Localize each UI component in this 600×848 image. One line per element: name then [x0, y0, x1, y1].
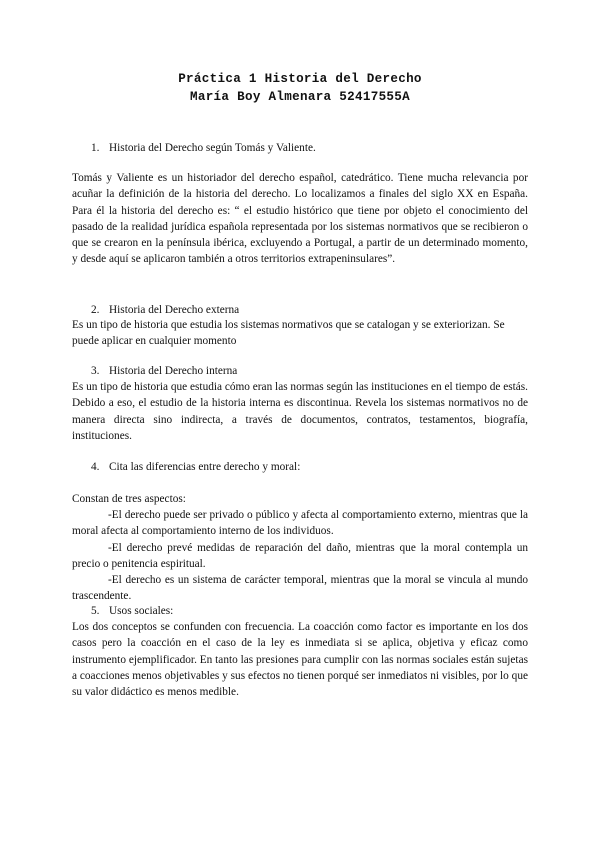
- document-title: Práctica 1 Historia del Derecho: [178, 72, 422, 86]
- section-4-item: [72, 540, 528, 573]
- section-4-item-text: -El derecho puede ser privado o público y afecta al comportamiento externo, mientras que la moral afecta al comportamiento interno de los individuos.: [72, 509, 528, 538]
- section-2-title: Historia del Derecho externa: [109, 304, 240, 316]
- section-4-intro-text: Constan de tres aspectos:: [72, 493, 186, 505]
- section-4-item: [72, 572, 528, 605]
- section-2-body: [72, 317, 528, 350]
- section-4-number: 4.: [91, 461, 100, 473]
- section-5-heading: [91, 603, 173, 619]
- section-4-item-text: -El derecho prevé medidas de reparación del daño, mientras que la moral contempla un precio o penitencia espiritual.: [72, 542, 528, 571]
- section-3-paragraph: Es un tipo de historia que estudia cómo eran las normas según las instituciones en el tiempo de estás. Debido a eso, el estudio de la historia interna es discontinua. Revela los sistemas normativos no de manera directa sino indirecta, a través de documentos, contratos, testamentos, biografía, instituciones.: [72, 381, 528, 442]
- section-5-number: 5.: [91, 605, 100, 617]
- section-1-body: [72, 170, 528, 268]
- section-5-body: [72, 619, 528, 700]
- section-4-item-text: -El derecho es un sistema de carácter temporal, mientras que la moral se vincula al mundo trascendente.: [72, 574, 528, 603]
- section-3-heading: [91, 363, 237, 379]
- section-3-body: [72, 379, 528, 444]
- section-2-heading: [91, 302, 239, 318]
- section-5-title: Usos sociales:: [109, 605, 174, 617]
- section-2-number: 2.: [91, 304, 100, 316]
- section-4-heading: [91, 459, 300, 475]
- section-4-intro: [72, 491, 528, 507]
- section-1-number: 1.: [91, 142, 100, 154]
- section-3-title: Historia del Derecho interna: [109, 365, 238, 377]
- section-4-title: Cita las diferencias entre derecho y moral:: [109, 461, 301, 473]
- section-2-paragraph: Es un tipo de historia que estudia los sistemas normativos que se catalogan y se exteriorizan. Se puede aplicar en cualquier momento: [72, 319, 505, 348]
- section-1-heading: [91, 140, 316, 156]
- document-author: María Boy Almenara 52417555A: [189, 90, 410, 104]
- section-1-paragraph: Tomás y Valiente es un historiador del derecho español, catedrático. Tiene mucha relevancia por acuñar la definición de la historia del derecho. Lo localizamos a finales del siglo XX en España. Para él la historia del derecho es: “ el estudio histórico que tiene por objeto el conocimiento del pasado de la realidad jurídica española representada por los sistemas normativos que se recibieron o que se crearon en la península ibérica, excluyendo a Portugal, a partir de un determinado momento, y desde aquí se aplicaron también a otros territorios extrapeninsulares”.: [72, 172, 528, 266]
- section-1-title: Historia del Derecho según Tomás y Valiente.: [109, 142, 316, 154]
- section-4-item: [72, 507, 528, 540]
- section-3-number: 3.: [91, 365, 100, 377]
- section-5-paragraph: Los dos conceptos se confunden con frecuencia. La coacción como factor es importante en los dos casos pero la coacción en el caso de la ley es inmediata si se aplica, objetiva y eficaz como instrumento ejemplificador. En tanto las presiones para cumplir con las normas sociales están sujetas a coacciones menos objetivables y sus efectos no tienen porqué ser inmediatos ni visibles, por lo que su valor didáctico es menos medible.: [72, 621, 528, 699]
